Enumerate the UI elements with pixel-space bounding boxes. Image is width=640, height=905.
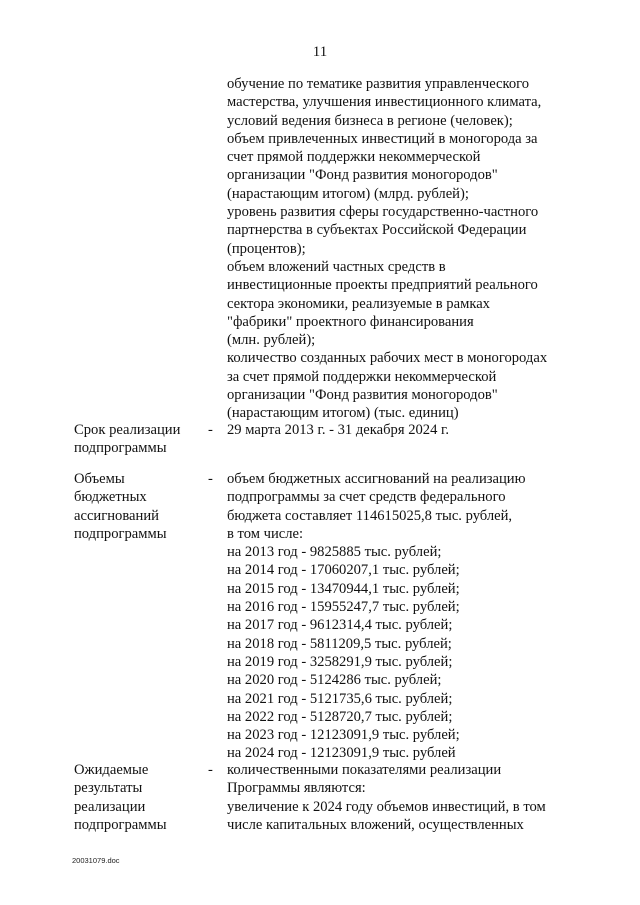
text-line: инвестиционные проекты предприятий реального: [227, 277, 538, 294]
row-label-results: [74, 761, 167, 834]
row-label-budget: [74, 470, 167, 543]
text-line: на 2013 год - 9825885 тыс. рублей;: [227, 544, 442, 561]
text-line: на 2017 год - 9612314,4 тыс. рублей;: [227, 617, 453, 634]
label-line: Срок реализации: [74, 422, 181, 438]
row-value-results: [227, 761, 546, 834]
text-line: подпрограммы за счет средств федерального: [227, 489, 506, 506]
text-line: (нарастающим итогом) (млрд. рублей);: [227, 185, 469, 202]
text-line: бюджета составляет 114615025,8 тыс. рублей,: [227, 507, 513, 524]
text-line: организации "Фонд развития моногородов": [227, 167, 498, 184]
text-line: на 2021 год - 5121735,6 тыс. рублей;: [227, 690, 453, 707]
top-text-block: [227, 75, 547, 423]
text-line: количественными показателями реализации: [227, 762, 502, 778]
text-line: на 2022 год - 5128720,7 тыс. рублей;: [227, 708, 453, 725]
row-value-term: [227, 421, 449, 439]
text-line: (процентов);: [227, 240, 306, 257]
text-line: мастерства, улучшения инвестиционного климата,: [227, 94, 542, 111]
text-line: на 2024 год - 12123091,9 тыс. рублей: [227, 745, 456, 762]
row-dash: -: [208, 422, 213, 438]
text-line: партнерства в субъектах Российской Федерации: [227, 222, 527, 239]
footer-filename: 20031079.doc: [72, 856, 120, 865]
label-line: Объемы: [74, 471, 125, 487]
label-line: подпрограммы: [74, 440, 167, 457]
label-line: ассигнований: [74, 507, 159, 524]
label-line: бюджетных: [74, 489, 147, 506]
text-line: на 2018 год - 5811209,5 тыс. рублей;: [227, 635, 452, 652]
text-line: в том числе:: [227, 525, 304, 542]
text-line: на 2023 год - 12123091,9 тыс. рублей;: [227, 727, 460, 744]
row-value-budget: [227, 470, 526, 763]
label-line: подпрограммы: [74, 816, 167, 833]
text-line: числе капитальных вложений, осуществленных: [227, 816, 524, 833]
text-line: условий ведения бизнеса в регионе (человек);: [227, 112, 513, 129]
text-line: объем привлеченных инвестиций в моногорода за: [227, 130, 538, 147]
page-number: 11: [312, 44, 328, 60]
text-line: счет прямой поддержки некоммерческой: [227, 149, 481, 166]
label-line: результаты: [74, 780, 143, 797]
text-line: на 2016 год - 15955247,7 тыс. рублей;: [227, 599, 460, 616]
text-line: объем бюджетных ассигнований на реализацию: [227, 471, 526, 487]
text-line: (нарастающим итогом) (тыс. единиц): [227, 405, 459, 422]
text-line: увеличение к 2024 году объемов инвестиций, в том: [227, 798, 546, 815]
text-line: на 2020 год - 5124286 тыс. рублей;: [227, 672, 442, 689]
text-line: Программы являются:: [227, 780, 366, 797]
text-line: за счет прямой поддержки некоммерческой: [227, 368, 497, 385]
text-line: сектора экономики, реализуемые в рамках: [227, 295, 490, 312]
row-dash: -: [208, 471, 213, 487]
text-line: объем вложений частных средств в: [227, 258, 446, 275]
text-line: организации "Фонд развития моногородов": [227, 387, 498, 404]
text-line: на 2015 год - 13470944,1 тыс. рублей;: [227, 580, 460, 597]
text-line: на 2014 год - 17060207,1 тыс. рублей;: [227, 562, 460, 579]
text-line: 29 марта 2013 г. - 31 декабря 2024 г.: [227, 422, 450, 438]
text-line: обучение по тематике развития управленческого: [227, 76, 530, 92]
label-line: подпрограммы: [74, 525, 167, 542]
label-line: Ожидаемые: [74, 762, 149, 778]
row-label-term: [74, 421, 180, 458]
row-dash: -: [208, 762, 213, 778]
text-line: "фабрики" проектного финансирования: [227, 313, 474, 330]
text-line: уровень развития сферы государственно-частного: [227, 204, 539, 221]
text-line: количество созданных рабочих мест в моногородах: [227, 350, 548, 367]
label-line: реализации: [74, 798, 146, 815]
text-line: (млн. рублей);: [227, 332, 316, 349]
text-line: на 2019 год - 3258291,9 тыс. рублей;: [227, 653, 453, 670]
